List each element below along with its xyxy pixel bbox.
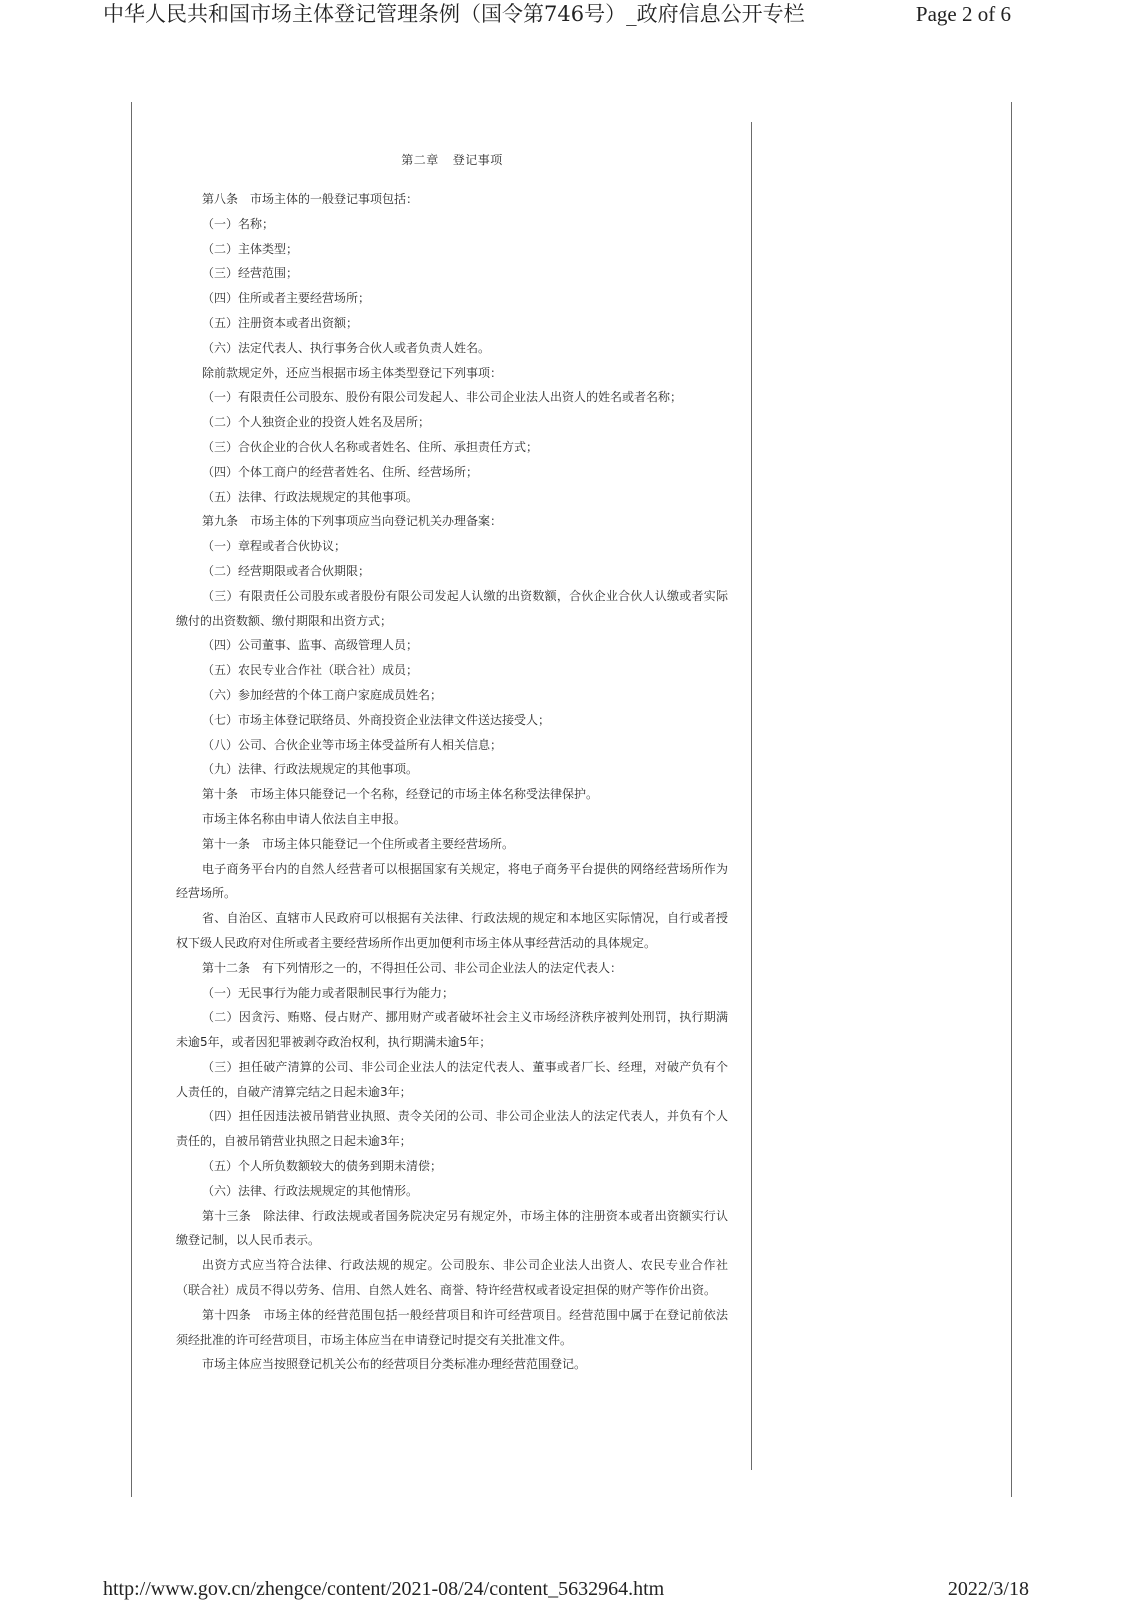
clause-paragraph: （六）参加经营的个体工商户家庭成员姓名； [202,687,443,702]
clause-paragraph: 除前款规定外，还应当根据市场主体类型登记下列事项： [202,365,503,380]
clause-paragraph: （二）经营期限或者合伙期限； [202,563,371,578]
clause-paragraph: （三）合伙企业的合伙人名称或者姓名、住所、承担责任方式； [202,439,539,454]
chapter-title: 登记事项 [452,153,503,167]
clause-paragraph: （五）个人所负数额较大的债务到期未清偿； [202,1159,443,1174]
clause-paragraph: 市场主体名称由申请人依法自主申报。 [202,811,407,826]
clause-paragraph: （二）主体类型； [202,241,299,256]
clause-paragraph: （六）法律、行政法规规定的其他情形。 [202,1183,419,1198]
clause-paragraph: （四）公司董事、监事、高级管理人员； [202,638,419,653]
clause-paragraph: （三）担任破产清算的公司、非公司企业法人的法定代表人、董事或者厂长、经理，对破产负有个人责任的，自破产清算完结之日起未逾3年； [176,1059,728,1099]
clause-paragraph: （四）担任因违法被吊销营业执照、责令关闭的公司、非公司企业法人的法定代表人，并负有个人责任的，自被吊销营业执照之日起未逾3年； [176,1109,728,1149]
clause-paragraph: （七）市场主体登记联络员、外商投资企业法律文件送达接受人； [202,712,551,727]
clause-paragraph: （一）章程或者合伙协议； [202,539,347,554]
clause-paragraph: （八）公司、合伙企业等市场主体受益所有人相关信息； [202,737,503,752]
source-url[interactable]: http://www.gov.cn/zhengce/content/2021-08/24/content_5632964.htm [103,1578,665,1600]
chapter-heading [176,148,728,172]
clause-paragraph: （四）住所或者主要经营场所； [202,291,371,306]
clause-paragraph: （九）法律、行政法规规定的其他事项。 [202,762,419,777]
print-date: 2022/3/18 [947,1578,1029,1600]
article-paragraph: 第十三条 除法律、行政法规或者国务院决定另有规定外，市场主体的注册资本或者出资额实行认缴登记制，以人民币表示。 [176,1208,728,1248]
left-border-line [131,102,132,1497]
regulation-body [176,148,728,1377]
clause-paragraph: （一）无民事行为能力或者限制民事行为能力； [202,985,455,1000]
article-paragraph: 第九条 市场主体的下列事项应当向登记机关办理备案： [202,514,503,529]
article-paragraph: 第十一条 市场主体只能登记一个住所或者主要经营场所。 [202,836,515,851]
clause-paragraph: 出资方式应当符合法律、行政法规的规定。公司股东、非公司企业法人出资人、农民专业合作社（联合社）成员不得以劳务、信用、自然人姓名、商誉、特许经营权或者设定担保的财产等作价出资。 [176,1258,728,1298]
clause-paragraph: （四）个体工商户的经营者姓名、住所、经营场所； [202,464,479,479]
clause-paragraph: 电子商务平台内的自然人经营者可以根据国家有关规定，将电子商务平台提供的网络经营场所作为经营场所。 [176,861,728,901]
clause-paragraph: （五）注册资本或者出资额； [202,315,359,330]
chapter-number: 第二章 [401,153,439,167]
article-paragraph: 第十条 市场主体只能登记一个名称，经登记的市场主体名称受法律保护。 [202,787,599,802]
article-list [176,187,728,1377]
article-paragraph: 第八条 市场主体的一般登记事项包括： [202,192,419,206]
inner-border-line [751,122,752,1470]
clause-paragraph: （一）有限责任公司股东、股份有限公司发起人、非公司企业法人出资人的姓名或者名称； [202,390,683,405]
clause-paragraph: （五）农民专业合作社（联合社）成员； [202,663,419,678]
clause-paragraph: 市场主体应当按照登记机关公布的经营项目分类标准办理经营范围登记。 [202,1357,587,1372]
clause-paragraph: （二）个人独资企业的投资人姓名及居所； [202,415,431,430]
clause-paragraph: （三）有限责任公司股东或者股份有限公司发起人认缴的出资数额，合伙企业合伙人认缴或者实际缴付的出资数额、缴付期限和出资方式； [176,588,728,628]
document-title: 中华人民共和国市场主体登记管理条例（国令第746号）_政府信息公开专栏 [103,2,805,26]
article-paragraph: 第十四条 市场主体的经营范围包括一般经营项目和许可经营项目。经营范围中属于在登记前依法须经批准的许可经营项目，市场主体应当在申请登记时提交有关批准文件。 [176,1307,728,1347]
article-paragraph: 第十二条 有下列情形之一的，不得担任公司、非公司企业法人的法定代表人： [202,960,623,975]
clause-paragraph: （六）法定代表人、执行事务合伙人或者负责人姓名。 [202,340,491,355]
clause-paragraph: （二）因贪污、贿赂、侵占财产、挪用财产或者破坏社会主义市场经济秩序被判处刑罚，执行期满未逾5年，或者因犯罪被剥夺政治权利，执行期满未逾5年； [176,1010,728,1050]
clause-paragraph: （三）经营范围； [202,266,299,281]
page-number: Page 2 of 6 [915,2,1011,26]
right-border-line [1011,102,1012,1497]
clause-paragraph: （五）法律、行政法规规定的其他事项。 [202,489,419,504]
clause-paragraph: （一）名称； [202,216,275,231]
clause-paragraph: 省、自治区、直辖市人民政府可以根据有关法律、行政法规的规定和本地区实际情况，自行或者授权下级人民政府对住所或者主要经营场所作出更加便利市场主体从事经营活动的具体规定。 [176,911,728,950]
